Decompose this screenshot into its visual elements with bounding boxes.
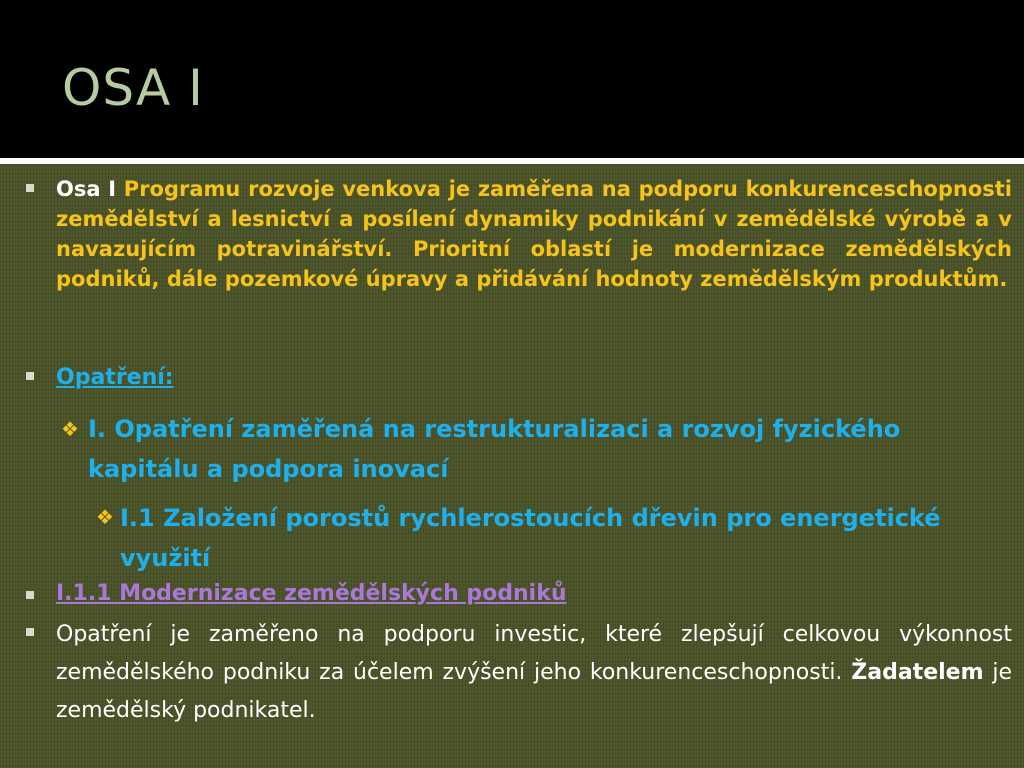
paragraph-bold-text: Žadatelem: [851, 660, 984, 685]
sub-bullet-measure: I. Opatření zaměřená na restrukturalizaci a rozvoj fyzického kapitálu a podpora inovací: [88, 415, 901, 483]
slide-title: OSA I: [62, 59, 204, 117]
bullet-marker: [26, 372, 34, 380]
bullet-marker: [26, 628, 34, 636]
bullet-lead-text: Osa I: [56, 177, 117, 201]
diamond-bullet-icon: ❖: [61, 417, 79, 441]
modernizace-link[interactable]: I.1.1 Modernizace zemědělských podniků: [56, 581, 567, 606]
bullet-body-text: Programu rozvoje venkova je zaměřena na podporu konkurenceschopnosti zemědělství a lesnictví a posílení dynamiky podnikání v zemědělské výrobě a v navazujícím potravinářství. Prioritní oblastí je modernizace zemědělských podniků, dále pozemkové úpravy a přidávání hodnoty zemědělským produktům.: [56, 177, 1013, 291]
paragraph-text: Opatření je zaměřeno na podporu investic, které zlepšují celkovou výkonnost zemědělského podniku za účelem zvýšení jeho konkurenceschopnosti.: [56, 622, 1012, 685]
bullet-paragraph-osa: [56, 174, 1012, 294]
bullet-marker: [26, 591, 34, 599]
paragraph-text-end: je zemědělský podnikatel.: [56, 660, 1012, 723]
bullet-marker: [26, 184, 34, 192]
slide-body: [0, 164, 1024, 768]
diamond-bullet-icon: ❖: [96, 505, 114, 529]
sub-sub-bullet-measure: I.1 Založení porostů rychlerostoucích dřevin pro energetické využití: [120, 504, 941, 572]
bullet-paragraph-investic: [56, 616, 1012, 730]
opatreni-heading-link[interactable]: Opatření:: [56, 365, 174, 390]
slide-header: [0, 0, 1024, 158]
